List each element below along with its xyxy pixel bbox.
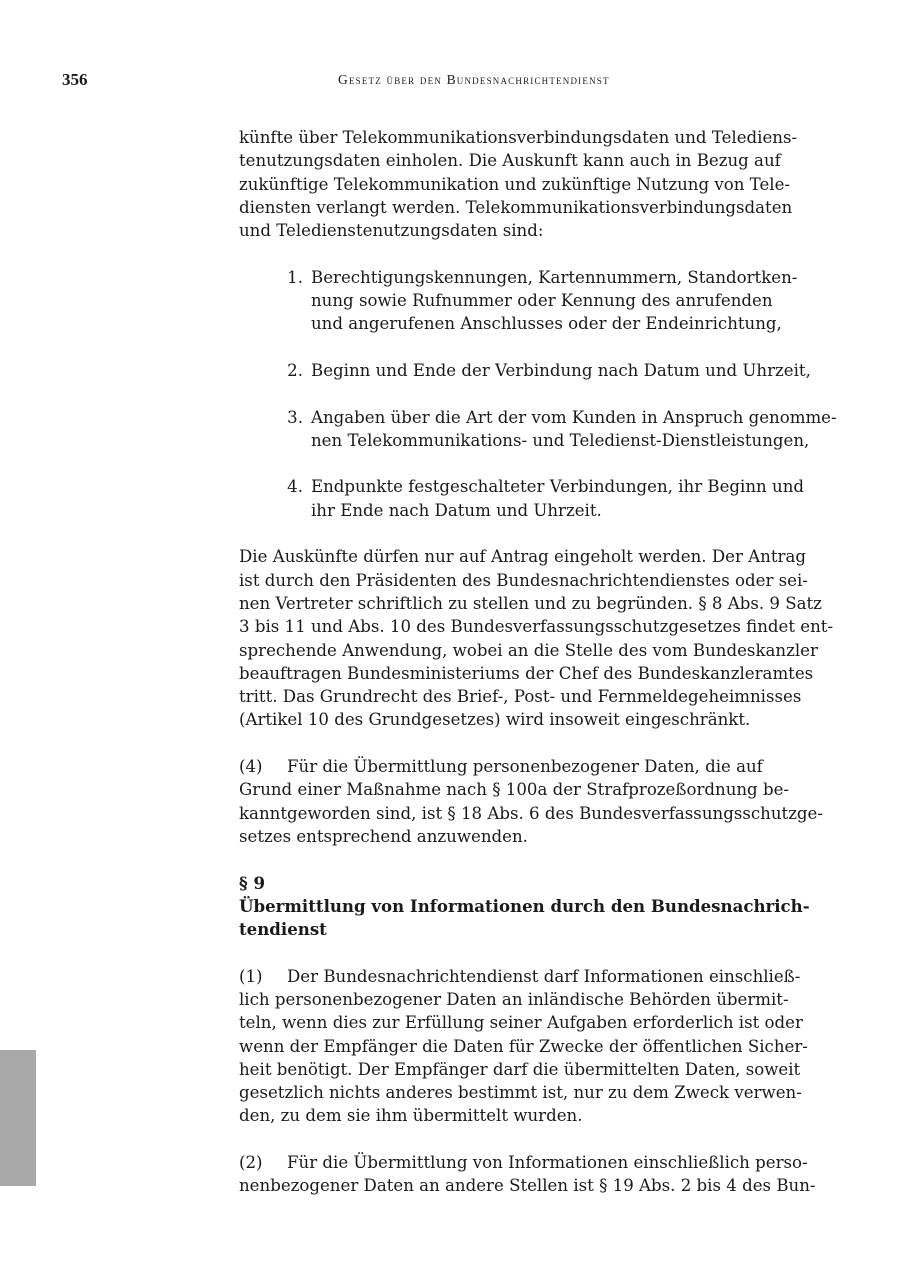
- list-item-2: [239, 359, 809, 382]
- section-9-paragraph-1: [239, 965, 809, 1128]
- text-line: lich personenbezogener Daten an inländische Behörden übermit-: [239, 989, 789, 1009]
- section-title: tendienst: [239, 919, 327, 940]
- text-line: wenn der Empfänger die Daten für Zwecke der öffentlichen Sicher-: [239, 1036, 808, 1056]
- paragraph-label: (4): [239, 757, 263, 777]
- list-number: 3.: [287, 407, 303, 427]
- text-line: setzes entsprechend anzuwenden.: [239, 826, 528, 846]
- section-9-paragraph-2: [239, 1151, 816, 1198]
- antrag-paragraph: [239, 545, 834, 731]
- text-line: Für die Übermittlung personenbezogener Daten, die auf: [287, 757, 763, 777]
- section-title: Übermittlung von Informationen durch den Bundesnachrich-: [239, 895, 810, 916]
- text-line: tritt. Das Grundrecht des Brief-, Post- und Fernmeldegeheimnisses: [239, 687, 802, 707]
- section-number: § 9: [239, 872, 266, 893]
- section-9-heading: [239, 872, 809, 942]
- text-line: tenutzungsdaten einholen. Die Auskunft kann auch in Bezug auf: [239, 151, 781, 171]
- text-line: diensten verlangt werden. Telekommunikationsverbindungsdaten: [239, 197, 793, 217]
- text-line: Der Bundesnachrichtendienst darf Informationen einschließ-: [287, 966, 801, 986]
- paragraph-4: [239, 755, 823, 848]
- list-item-4: [239, 475, 809, 522]
- paragraph-label: (1): [239, 966, 263, 986]
- text-line: Für die Übermittlung von Informationen einschließlich perso-: [287, 1153, 808, 1173]
- text-line: ist durch den Präsidenten des Bundesnachrichtendienstes oder sei-: [239, 570, 808, 590]
- page-number: 356: [62, 70, 88, 89]
- list-text: Berechtigungskennungen, Kartennummern, Standortken-: [311, 267, 798, 287]
- text-line: nen Vertreter schriftlich zu stellen und zu begründen. § 8 Abs. 9 Satz: [239, 593, 822, 613]
- text-line: Die Auskünfte dürfen nur auf Antrag eingeholt werden. Der Antrag: [239, 547, 806, 567]
- text-line: nenbezogener Daten an andere Stellen ist § 19 Abs. 2 bis 4 des Bun-: [239, 1176, 816, 1196]
- text-line: Grund einer Maßnahme nach § 100a der Strafprozeßordnung be-: [239, 780, 790, 800]
- text-line: künfte über Telekommunikationsverbindungsdaten und Telediens-: [239, 128, 798, 147]
- list-text: Endpunkte festgeschalteter Verbindungen, ihr Beginn und: [311, 477, 804, 497]
- text-line: gesetzlich nichts anderes bestimmt ist, nur zu dem Zweck verwen-: [239, 1083, 802, 1103]
- margin-thumb-tab: [0, 1050, 36, 1186]
- text-line: 3 bis 11 und Abs. 10 des Bundesverfassungsschutzgesetzes findet ent-: [239, 617, 834, 637]
- document-body: [239, 126, 837, 1198]
- paragraph-label: (2): [239, 1153, 263, 1173]
- text-line: kanntgeworden sind, ist § 18 Abs. 6 des Bundesverfassungsschutzge-: [239, 803, 823, 823]
- text-line: den, zu dem sie ihm übermittelt wurden.: [239, 1106, 583, 1126]
- list-text: und angerufenen Anschlusses oder der Endeinrichtung,: [311, 314, 782, 334]
- list-item-3: [239, 406, 837, 453]
- list-text: nen Telekommunikations- und Teledienst-Dienstleistungen,: [311, 430, 810, 450]
- running-header: Gesetz über den Bundesnachrichtendienst: [338, 72, 610, 87]
- list-number: 1.: [287, 267, 303, 287]
- text-line: zukünftige Telekommunikation und zukünftige Nutzung von Tele-: [239, 174, 791, 194]
- list-text: nung sowie Rufnummer oder Kennung des anrufenden: [311, 291, 773, 311]
- intro-paragraph: [239, 126, 809, 242]
- text-line: (Artikel 10 des Grundgesetzes) wird insoweit eingeschränkt.: [239, 710, 751, 730]
- list-number: 4.: [287, 477, 303, 497]
- text-line: sprechende Anwendung, wobei an die Stelle des vom Bundeskanzler: [239, 640, 818, 660]
- list-text: ihr Ende nach Datum und Uhrzeit.: [311, 500, 602, 520]
- list-number: 2.: [287, 360, 303, 380]
- text-line: heit benötigt. Der Empfänger darf die übermittelten Daten, soweit: [239, 1059, 801, 1079]
- text-line: und Teledienstenutzungsdaten sind:: [239, 221, 544, 241]
- text-line: beauftragen Bundesministeriums der Chef des Bundeskanzleramtes: [239, 663, 814, 683]
- list-text: Beginn und Ende der Verbindung nach Datum und Uhrzeit,: [311, 360, 811, 380]
- list-item-1: [239, 266, 809, 336]
- list-text: Angaben über die Art der vom Kunden in Anspruch genomme-: [311, 407, 837, 427]
- text-line: teln, wenn dies zur Erfüllung seiner Aufgaben erforderlich ist oder: [239, 1013, 803, 1033]
